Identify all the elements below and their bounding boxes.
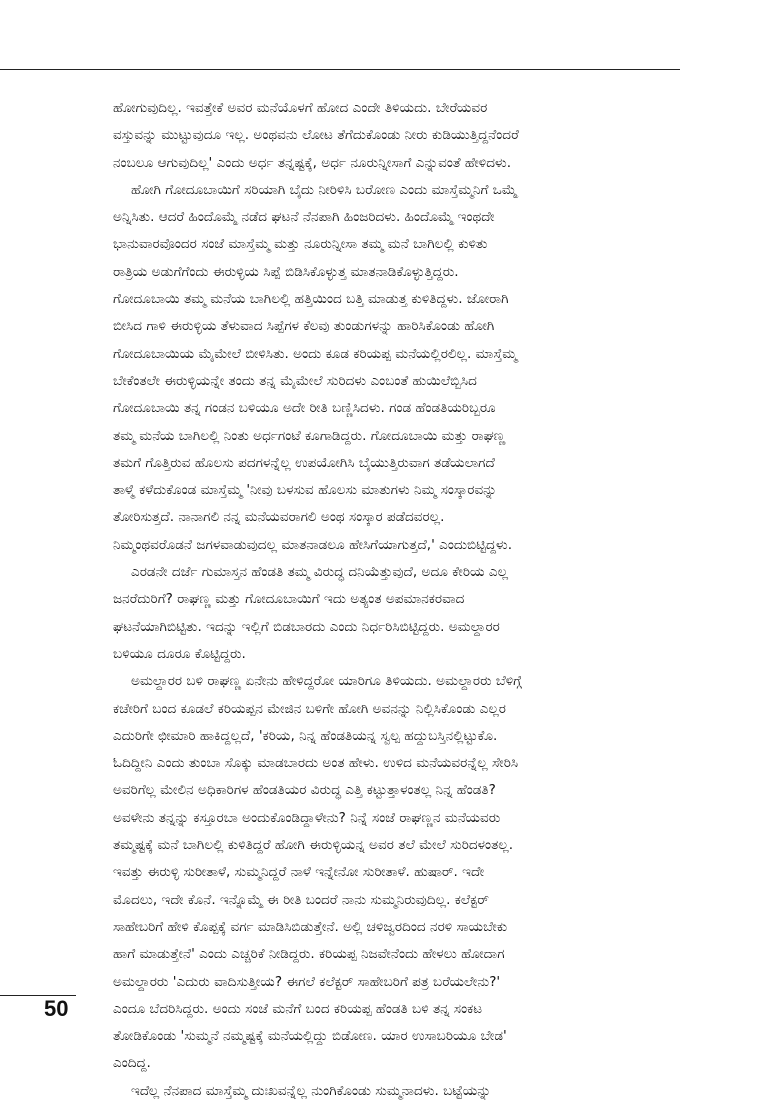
- text-line: ಓದಿದ್ದೀನಿ ಎಂದು ತುಂಬಾ ಸೊಕ್ಕು ಮಾಡಬಾರದು ಅಂತ ಹೇಳು. ಉಳಿದ ಮನೆಯವರನ್ನೆಲ್ಲ ಸೇರಿಸಿ: [113, 755, 519, 772]
- text-line: ತಾಳ್ಮೆ ಕಳೆದುಕೊಂಡ ಮಾಸ್ತೆಮ್ಮ 'ನೀವು ಬಳಸುವ ಹೊಲಸು ಮಾತುಗಳು ನಿಮ್ಮ ಸಂಸ್ಕಾರವನ್ನು: [113, 482, 497, 499]
- text-line: ತಮಗೆ ಗೊತ್ತಿರುವ ಹೊಲಸು ಪದಗಳನ್ನೆಲ್ಲ ಉಪಯೋಗಿಸಿ ಬೈಯುತ್ತಿರುವಾಗ ತಡೆಯಲಾಗದೆ: [113, 454, 495, 471]
- text-line: ನಿಮ್ಮಂಥವರೊಡನೆ ಜಗಳವಾಡುವುದಲ್ಲ ಮಾತನಾಡಲೂ ಹೇಸಿಗೆಯಾಗುತ್ತದೆ,' ಎಂದುಬಿಟ್ಟಿದ್ದಳು.: [113, 536, 513, 553]
- text-line: ಇವತ್ತು ಈರುಳ್ಳಿ ಸುರೀತಾಳೆ, ಸುಮ್ಮನಿದ್ದರೆ ನಾಳೆ ಇನ್ನೇನೋ ಸುರೀತಾಳೆ. ಹುಷಾರ್. ಇದೇ: [113, 864, 485, 881]
- text-line: ಎದುರಿಗೇ ಛೀಮಾರಿ ಹಾಕಿದ್ದಲ್ಲದೆ, 'ಕರಿಯ, ನಿನ್ನ ಹೆಂಡತಿಯನ್ನ ಸ್ವಲ್ಪ ಹದ್ದುಬಸ್ತಿನಲ್ಲಿಟ್ಟುಕೊ.: [113, 727, 498, 744]
- text-line: ಎರಡನೇ ದರ್ಜೆ ಗುಮಾಸ್ತನ ಹೆಂಡತಿ ತಮ್ಮ ವಿರುದ್ಧ ದನಿಯೆತ್ತುವುದೆ, ಅದೂ ಕೇರಿಯ ಎಲ್ಲ: [131, 564, 509, 581]
- text-line: ಬೀಸಿದ ಗಾಳಿ ಈರುಳ್ಳಿಯ ತೆಳುವಾದ ಸಿಪ್ಪೆಗಳ ಕೆಲವು ತುಂಡುಗಳನ್ನು ಹಾರಿಸಿಕೊಂಡು ಹೋಗಿ: [113, 318, 495, 335]
- text-line: ಕಚೇರಿಗೆ ಬಂದ ಕೂಡಲೆ ಕರಿಯಪ್ಪನ ಮೇಜಿನ ಬಳಿಗೇ ಹೋಗಿ ಅವನನ್ನು ನಿಲ್ಲಿಸಿಕೊಂಡು ಎಲ್ಲರ: [113, 700, 506, 717]
- text-line: ಅವರಿಗೆಲ್ಲ ಮೇಲಿನ ಅಧಿಕಾರಿಗಳ ಹೆಂಡತಿಯರ ವಿರುದ್ಧ ಎತ್ತಿ ಕಟ್ಟುತ್ತಾಳಂತಲ್ಲ ನಿನ್ನ ಹೆಂಡತಿ?: [113, 782, 496, 799]
- text-line: ಅಮಲ್ದಾರರು 'ಎದುರು ವಾದಿಸುತ್ತೀಯ? ಈಗಲೆ ಕಲೆಕ್ಟರ್ ಸಾಹೇಬರಿಗೆ ಪತ್ರ ಬರೆಯಲೇನು?': [113, 973, 501, 990]
- page-number: 50: [44, 996, 69, 1021]
- body-text: [113, 95, 673, 1105]
- text-line: ಘಟನೆಯಾಗಿಬಿಟ್ಟಿತು. ಇದನ್ನು ಇಲ್ಲಿಗೆ ಬಿಡಬಾರದು ಎಂದು ನಿರ್ಧರಿಸಿಬಿಟ್ಟಿದ್ದರು. ಅಮಲ್ದಾರರ: [113, 618, 500, 635]
- text-line: ಅನ್ನಿಸಿತು. ಆದರೆ ಹಿಂದೊಮ್ಮೆ ನಡೆದ ಘಟನೆ ನೆನಪಾಗಿ ಹಿಂಜರಿದಳು. ಹಿಂದೊಮ್ಮೆ ಇಂಥದೇ: [113, 209, 495, 226]
- text-line: ತಮ್ಮ ಮನೆಯ ಬಾಗಿಲಲ್ಲಿ ನಿಂತು ಅರ್ಧಗಂಟೆ ಕೂಗಾಡಿದ್ದರು. ಗೋದೂಬಾಯಿ ಮತ್ತು ರಾಘಣ್ಣ: [113, 427, 506, 444]
- text-line: ಬೇಕೆಂತಲೇ ಈರುಳ್ಳಿಯನ್ನೇ ತಂದು ತನ್ನ ಮೈಮೇಲೆ ಸುರಿದಳು ಎಂಬಂತೆ ಹುಯಿಲೆಬ್ಬಿಸಿದ: [113, 372, 477, 389]
- text-line: ಎಂದಿದ್ದ.: [113, 1055, 151, 1072]
- text-line: ಎಂದೂ ಬೆದರಿಸಿದ್ದರು. ಅಂದು ಸಂಜೆ ಮನೆಗೆ ಬಂದ ಕರಿಯಪ್ಪ ಹೆಂಡತಿ ಬಳಿ ತನ್ನ ಸಂಕಟ: [113, 1000, 483, 1017]
- text-line: ಸಾಹೇಬರಿಗೆ ಹೇಳಿ ಕೊಪ್ಪಕ್ಕೆ ವರ್ಗ ಮಾಡಿಸಿಬಿಡುತ್ತೇನೆ. ಅಲ್ಲಿ ಚಳಿಜ್ವರದಿಂದ ನರಳಿ ಸಾಯಬೇಕು: [113, 918, 508, 935]
- text-line: ಹೋಗಿ ಗೋದೂಬಾಯಿಗೆ ಸರಿಯಾಗಿ ಬೈದು ನೀರಿಳಿಸಿ ಬರೋಣ ಎಂದು ಮಾಸ್ತೆಮ್ಮನಿಗೆ ಒಮ್ಮೆ: [131, 181, 518, 198]
- text-line: ತೋರಿಸುತ್ತದೆ. ನಾನಾಗಲಿ ನನ್ನ ಮನೆಯವರಾಗಲಿ ಅಂಥ ಸಂಸ್ಕಾರ ಪಡೆದವರಲ್ಲ.: [113, 509, 445, 526]
- text-line: ವಸ್ತುವನ್ನು ಮುಟ್ಟುವುದೂ ಇಲ್ಲ. ಅಂಥವನು ಲೋಟ ತೆಗೆದುಕೊಂಡು ನೀರು ಕುಡಿಯುತ್ತಿದ್ದನೆಂದರೆ: [113, 127, 519, 144]
- top-rule: [0, 69, 680, 70]
- text-line: ಗೋದೂಬಾಯಿಯ ಮೈಮೇಲೆ ಬೀಳಿಸಿತು. ಅಂದು ಕೂಡ ಕರಿಯಪ್ಪ ಮನೆಯಲ್ಲಿರಲಿಲ್ಲ. ಮಾಸ್ತೆಮ್ಮ: [113, 345, 518, 362]
- text-line: ನಂಬಲೂ ಆಗುವುದಿಲ್ಲ' ಎಂದು ಅರ್ಧ ತನ್ನಷ್ಟಕ್ಕೆ, ಅರ್ಧ ನೂರುನ್ನೀಸಾಗೆ ಎನ್ನುವಂತೆ ಹೇಳಿದಳು.: [113, 154, 512, 171]
- text-line: ಇದೆಲ್ಲ ನೆನಪಾದ ಮಾಸ್ತೆಮ್ಮ ದುಃಖವನ್ನೆಲ್ಲ ನುಂಗಿಕೊಂಡು ಸುಮ್ಮನಾದಳು. ಬಟ್ಟೆಯನ್ನು: [131, 1082, 491, 1099]
- text-line: ಹೋಗುವುದಿಲ್ಲ. ಇವತ್ತೇಕೆ ಅವರ ಮನೆಯೊಳಗೆ ಹೋದ ಎಂದೇ ತಿಳಿಯದು. ಬೇರೆಯವರ: [113, 100, 488, 116]
- text-line: ಅಮಲ್ದಾರರ ಬಳಿ ರಾಘಣ್ಣ ಏನೇನು ಹೇಳಿದ್ದರೋ ಯಾರಿಗೂ ತಿಳಿಯದು. ಅಮಲ್ದಾರರು ಬೆಳಿಗ್ಗೆ: [131, 673, 522, 690]
- text-line: ಭಾನುವಾರವೊಂದರ ಸಂಜೆ ಮಾಸ್ತೆಮ್ಮ ಮತ್ತು ನೂರುನ್ನೀಸಾ ತಮ್ಮ ಮನೆ ಬಾಗಿಲಲ್ಲಿ ಕುಳಿತು: [113, 236, 488, 253]
- text-line: ಹಾಗೆ ಮಾಡುತ್ತೇನೆ' ಎಂದು ಎಚ್ಚರಿಕೆ ನೀಡಿದ್ದರು. ಕರಿಯಪ್ಪ ನಿಜವೇನೆಂದು ಹೇಳಲು ಹೋದಾಗ: [113, 946, 505, 963]
- text-line: ಗೋದೂಬಾಯಿ ತನ್ನ ಗಂಡನ ಬಳಿಯೂ ಅದೇ ರೀತಿ ಬಣ್ಣಿಸಿದಳು. ಗಂಡ ಹೆಂಡತಿಯರಿಬ್ಬರೂ: [113, 400, 496, 417]
- text-line: ತಮ್ಮಷ್ಟಕ್ಕೆ ಮನೆ ಬಾಗಿಲಲ್ಲಿ ಕುಳಿತಿದ್ದರೆ ಹೋಗಿ ಈರುಳ್ಳಿಯನ್ನ ಅವರ ತಲೆ ಮೇಲೆ ಸುರಿದಳಂತಲ್ಲ.: [113, 837, 514, 854]
- text-line: ಮೊದಲು, ಇದೇ ಕೊನೆ. ಇನ್ನೊಮ್ಮೆ ಈ ರೀತಿ ಬಂದರೆ ನಾನು ಸುಮ್ಮನಿರುವುದಿಲ್ಲ. ಕಲೆಕ್ಟರ್: [113, 891, 489, 908]
- text-line: ಬಳಿಯೂ ದೂರೂ ಕೊಟ್ಟಿದ್ದರು.: [113, 645, 246, 662]
- text-line: ಗೋದೂಬಾಯಿ ತಮ್ಮ ಮನೆಯ ಬಾಗಿಲಲ್ಲಿ ಹತ್ತಿಯಿಂದ ಬತ್ತಿ ಮಾಡುತ್ತ ಕುಳಿತಿದ್ದಳು. ಜೋರಾಗಿ: [113, 291, 509, 308]
- text-line: ಅವಳೇನು ತನ್ನನ್ನು ಕಸ್ತೂರಬಾ ಅಂದುಕೊಂಡಿದ್ದಾಳೇನು? ನಿನ್ನೆ ಸಂಜೆ ರಾಘಣ್ಣನ ಮನೆಯವರು: [113, 809, 501, 826]
- text-line: ತೋಡಿಕೊಂಡು 'ಸುಮ್ಮನೆ ನಮ್ಮಷ್ಟಕ್ಕೆ ಮನೆಯಲ್ಲಿದ್ದು ಬಿಡೋಣ. ಯಾರ ಉಸಾಬರಿಯೂ ಬೇಡ': [113, 1028, 507, 1045]
- text-line: ಜನರೆದುರಿಗೆ? ರಾಘಣ್ಣ ಮತ್ತು ಗೋದೂಬಾಯಿಗೆ ಇದು ಅತ್ಯಂತ ಅಪಮಾನಕರವಾದ: [113, 591, 465, 608]
- text-line: ರಾತ್ರಿಯ ಅಡುಗೆಗೆಂದು ಈರುಳ್ಳಿಯ ಸಿಪ್ಪೆ ಬಿಡಿಸಿಕೊಳ್ಳುತ್ತ ಮಾತನಾಡಿಕೊಳ್ಳುತ್ತಿದ್ದರು.: [113, 263, 459, 280]
